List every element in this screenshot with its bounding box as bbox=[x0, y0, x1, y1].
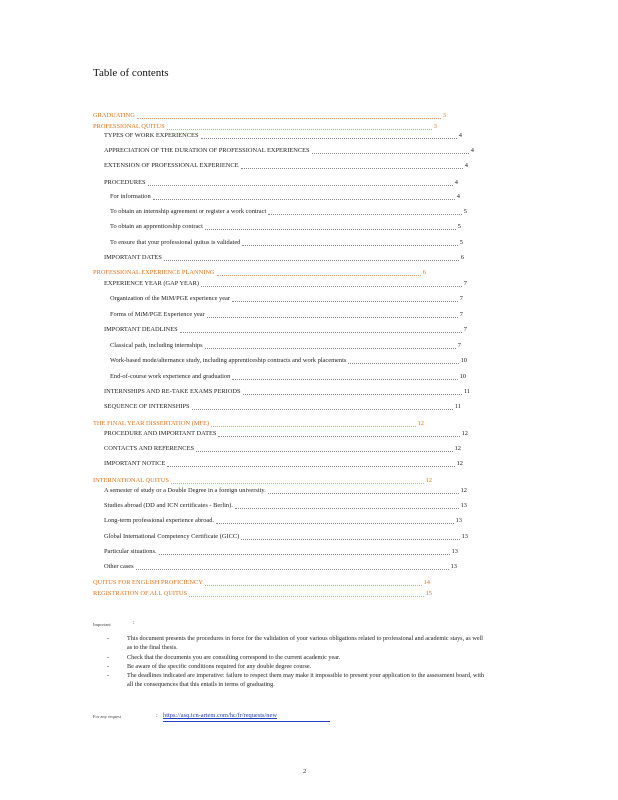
toc-entry-label: PROFESSIONAL EXPERIENCE PLANNING bbox=[93, 269, 215, 276]
toc-entry-label: SEQUENCE OF INTERNSHIPS bbox=[104, 403, 190, 410]
toc-entry-label: For information bbox=[110, 193, 151, 200]
toc-entry[interactable] bbox=[110, 207, 467, 217]
toc-leader-dots bbox=[348, 363, 458, 364]
toc-entry-page: 4 bbox=[470, 147, 474, 154]
toc-leader-dots bbox=[243, 394, 462, 395]
toc-entry[interactable] bbox=[104, 429, 468, 439]
toc-entry-page: 10 bbox=[460, 357, 467, 364]
toc-entry[interactable] bbox=[104, 516, 462, 526]
toc-entry-label: Work-based mode/alternance study, including apprenticeship contracts and work placements bbox=[110, 357, 347, 364]
toc-entry-page: 13 bbox=[451, 548, 458, 555]
toc-leader-dots bbox=[268, 214, 462, 215]
toc-entry-label: End-of-course work experience and graduation bbox=[110, 373, 231, 380]
page-number: 2 bbox=[303, 768, 307, 775]
toc-leader-dots bbox=[268, 493, 459, 494]
toc-entry[interactable] bbox=[110, 192, 460, 202]
toc-entry-page: 4 bbox=[454, 179, 458, 186]
toc-entry[interactable] bbox=[110, 222, 461, 232]
toc-leader-dots bbox=[218, 436, 459, 437]
toc-entry-page: 7 bbox=[457, 342, 461, 349]
toc-entry[interactable] bbox=[110, 238, 463, 248]
toc-entry[interactable] bbox=[93, 268, 426, 278]
toc-entry-page: 10 bbox=[459, 373, 466, 380]
toc-entry-page: 5 bbox=[459, 239, 463, 246]
toc-entry[interactable] bbox=[93, 578, 430, 588]
toc-entry-label: Other cases bbox=[104, 563, 134, 570]
toc-entry[interactable] bbox=[104, 532, 468, 542]
toc-entry-page: 13 bbox=[455, 517, 462, 524]
toc-leader-dots bbox=[201, 138, 457, 139]
toc-entry-page: 13 bbox=[461, 533, 468, 540]
toc-entry[interactable] bbox=[104, 562, 457, 572]
toc-entry[interactable] bbox=[93, 476, 432, 486]
toc-leader-dots bbox=[205, 229, 456, 230]
toc-leader-dots bbox=[217, 275, 421, 276]
toc-entry[interactable] bbox=[104, 325, 467, 335]
toc-entry-page: 7 bbox=[463, 326, 467, 333]
toc-entry-page: 12 bbox=[456, 460, 463, 467]
toc-entry[interactable] bbox=[104, 486, 467, 496]
toc-entry[interactable] bbox=[93, 111, 446, 121]
toc-entry-page: 12 bbox=[460, 487, 467, 494]
toc-leader-dots bbox=[167, 466, 454, 467]
list-item-text: Be aware of the specific conditions required for any double degree course. bbox=[127, 662, 312, 670]
list-item bbox=[107, 662, 487, 671]
toc-entry[interactable] bbox=[104, 547, 458, 557]
toc-entry-label: EXPERIENCE YEAR (GAP YEAR) bbox=[104, 280, 199, 287]
toc-entry-label: Particular situations. bbox=[104, 548, 157, 555]
toc-entry[interactable] bbox=[104, 402, 461, 412]
toc-leader-dots bbox=[153, 199, 455, 200]
toc-entry-label: QUITUS FOR ENGLISH PROFICIENCY bbox=[93, 579, 203, 586]
toc-entry-label: REGISTRATION OF ALL QUITUS bbox=[93, 590, 188, 597]
page-title: Table of contents bbox=[93, 67, 169, 79]
important-colon: : bbox=[133, 620, 135, 626]
bullet-dash: - bbox=[107, 672, 110, 680]
toc-entry-label: TYPES OF WORK EXPERIENCES bbox=[104, 132, 199, 139]
toc-entry-page: 7 bbox=[463, 280, 467, 287]
toc-entry-label: To obtain an internship agreement or register a work contract bbox=[110, 208, 267, 215]
toc-entry-page: 15 bbox=[425, 590, 432, 597]
toc-entry[interactable] bbox=[104, 161, 468, 171]
toc-entry[interactable] bbox=[104, 501, 467, 511]
toc-entry-label: To ensure that your professional quitus is validated bbox=[110, 239, 241, 246]
toc-entry-page: 7 bbox=[459, 311, 463, 318]
toc-entry-label: IMPORTANT DATES bbox=[104, 254, 162, 261]
toc-entry-label: PROCEDURE AND IMPORTANT DATES bbox=[104, 430, 217, 437]
list-item-text: This document presents the procedures in force for the validation of your various obligations related to professional and academic stays, as well as to the final thesis. bbox=[127, 635, 484, 652]
toc-leader-dots bbox=[180, 332, 462, 333]
toc-leader-dots bbox=[207, 317, 458, 318]
toc-leader-dots bbox=[232, 301, 458, 302]
toc-leader-dots bbox=[164, 260, 459, 261]
toc-entry-page: 7 bbox=[459, 295, 463, 302]
bullet-dash: - bbox=[107, 653, 110, 661]
toc-entry-page: 4 bbox=[464, 162, 468, 169]
toc-entry[interactable] bbox=[104, 131, 462, 141]
toc-entry-label: INTERNATIONAL QUITUS bbox=[93, 477, 169, 484]
toc-leader-dots bbox=[232, 379, 457, 380]
list-item bbox=[107, 634, 487, 653]
toc-entry-label: IMPORTANT DEADLINES bbox=[104, 326, 178, 333]
toc-entry[interactable] bbox=[104, 178, 458, 188]
list-item-text: The deadlines indicated are imperative: failure to respect them may make it impossible to present your application to the assessment board, with all the consequences that this entails in terms of graduating. bbox=[127, 672, 485, 689]
toc-entry-page: 13 bbox=[460, 502, 467, 509]
toc-entry-page: 12 bbox=[461, 430, 468, 437]
bullet-dash: - bbox=[107, 662, 110, 670]
toc-entry[interactable] bbox=[93, 589, 432, 599]
toc-entry-label: APPRECIATION OF THE DURATION OF PROFESSIONAL EXPERIENCES bbox=[104, 147, 310, 154]
toc-entry-label: INTERNSHIPS AND RE-TAKE EXAMS PERIODS bbox=[104, 388, 241, 395]
toc-entry-page: 14 bbox=[423, 579, 430, 586]
toc-leader-dots bbox=[312, 153, 469, 154]
toc-entry-label: EXTENSION OF PROFESSIONAL EXPERIENCE bbox=[104, 162, 239, 169]
toc-entry-page: 4 bbox=[458, 132, 462, 139]
toc-entry-label: PROFESSIONAL QUITUS bbox=[93, 123, 165, 130]
toc-entry[interactable] bbox=[110, 310, 463, 320]
toc-entry-page: 3 bbox=[442, 112, 446, 119]
toc-leader-dots bbox=[137, 118, 441, 119]
toc-leader-dots bbox=[205, 348, 456, 349]
toc-leader-dots bbox=[201, 286, 462, 287]
toc-entry-label: Global International Competency Certificate (GICC) bbox=[104, 533, 240, 540]
toc-entry-label: To obtain an apprenticeship contract bbox=[110, 223, 203, 230]
toc-entry-label: IMPORTANT NOTICE bbox=[104, 460, 166, 467]
important-list bbox=[107, 634, 487, 690]
toc-leader-dots bbox=[196, 451, 453, 452]
toc-entry-label: PROCEDURES bbox=[104, 179, 146, 186]
toc-entry[interactable] bbox=[104, 387, 470, 397]
toc-leader-dots bbox=[136, 569, 449, 570]
toc-entry-page: 13 bbox=[450, 563, 457, 570]
toc-entry-page: 5 bbox=[463, 208, 467, 215]
request-link[interactable]: https://asq.icn-artem.com/hc/fr/requests/new bbox=[163, 712, 277, 719]
list-item-text: Check that the documents you are consulting correspond to the current academic year. bbox=[127, 653, 341, 661]
toc-entry[interactable] bbox=[110, 372, 466, 382]
toc-entry[interactable] bbox=[110, 294, 463, 304]
toc-entry-label: Organization of the MiM/PGE experience year bbox=[110, 295, 231, 302]
toc-leader-dots bbox=[171, 483, 424, 484]
toc-leader-dots bbox=[205, 585, 422, 586]
request-link-underline bbox=[163, 721, 330, 722]
toc-entry[interactable] bbox=[104, 279, 467, 289]
toc-entry-label: CONTACTS AND REFERENCES bbox=[104, 445, 195, 452]
toc-entry-page: 12 bbox=[454, 445, 461, 452]
toc-leader-dots bbox=[235, 508, 459, 509]
request-label: For any request bbox=[93, 714, 121, 719]
toc-entry[interactable] bbox=[104, 444, 461, 454]
toc-entry-page: 4 bbox=[456, 193, 460, 200]
toc-entry-page: 3 bbox=[433, 123, 437, 130]
toc-entry-label: Studies abroad (DD and ICN certificates - Berlin). bbox=[104, 502, 233, 509]
toc-leader-dots bbox=[167, 129, 432, 130]
bullet-dash: - bbox=[107, 635, 110, 642]
list-item bbox=[107, 671, 487, 690]
toc-entry-label: Classical path, including internships bbox=[110, 342, 203, 349]
toc-leader-dots bbox=[189, 596, 424, 597]
toc-entry-page: 6 bbox=[422, 269, 426, 276]
toc-leader-dots bbox=[148, 185, 453, 186]
toc-entry-page: 11 bbox=[454, 403, 461, 410]
toc-leader-dots bbox=[192, 409, 453, 410]
toc-leader-dots bbox=[159, 554, 450, 555]
toc-entry-label: Forms of MiM/PGE Experience year bbox=[110, 311, 205, 318]
toc-leader-dots bbox=[216, 523, 454, 524]
request-colon: : bbox=[156, 712, 158, 719]
toc-entry-page: 5 bbox=[457, 223, 461, 230]
important-label: Important bbox=[93, 622, 111, 627]
toc-entry-label: Long-term professional experience abroad. bbox=[104, 517, 215, 524]
toc-leader-dots bbox=[241, 539, 459, 540]
toc-entry-page: 6 bbox=[460, 254, 464, 261]
toc-entry-label: A semester of study or a Double Degree in a foreign university. bbox=[104, 487, 266, 494]
toc-entry[interactable] bbox=[93, 419, 424, 429]
toc-leader-dots bbox=[211, 426, 415, 427]
toc-entry[interactable] bbox=[104, 459, 463, 469]
toc-entry-label: GRADUATING bbox=[93, 112, 135, 119]
toc-entry[interactable] bbox=[110, 341, 461, 351]
toc-entry-page: 12 bbox=[425, 477, 432, 484]
toc-entry-page: 11 bbox=[463, 388, 470, 395]
toc-entry-label: THE FINAL YEAR DISSERTATION (MFE) bbox=[93, 420, 210, 427]
toc-entry[interactable] bbox=[104, 146, 474, 156]
list-item bbox=[107, 653, 487, 662]
toc-entry[interactable] bbox=[104, 253, 464, 263]
toc-entry[interactable] bbox=[110, 356, 467, 366]
toc-leader-dots bbox=[241, 168, 463, 169]
toc-entry-page: 12 bbox=[417, 420, 424, 427]
toc-leader-dots bbox=[242, 245, 457, 246]
